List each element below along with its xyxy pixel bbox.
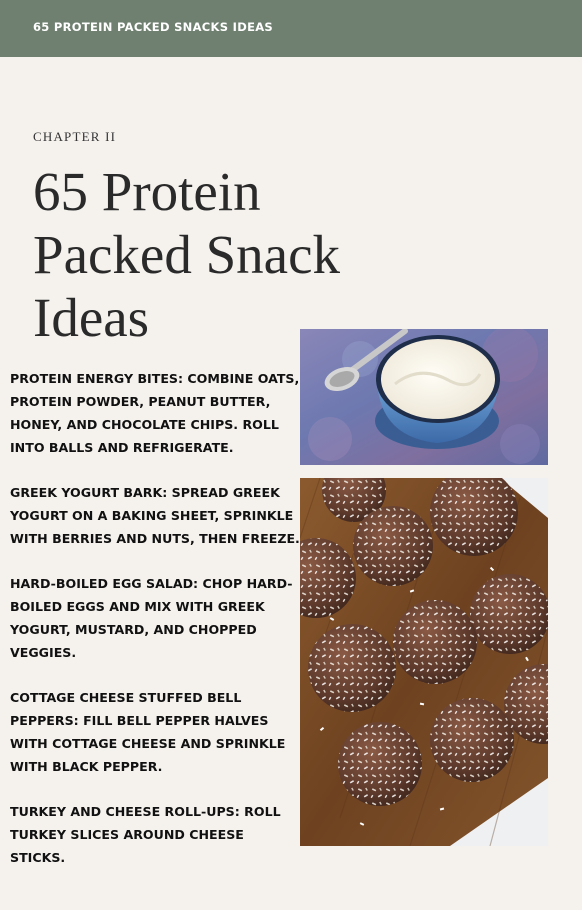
tips-list: [10, 367, 300, 891]
header-title: 65 PROTEIN PACKED SNACKS IDEAS: [33, 20, 274, 34]
header-bar: [0, 0, 582, 57]
tip-item: HARD-BOILED EGG SALAD: CHOP HARD-BOILED EGGS AND MIX WITH GREEK YOGURT, MUSTARD, AND CHOPPED VEGGIES.: [10, 576, 293, 660]
yogurt-bowl-photo: [300, 329, 548, 465]
tip-item: COTTAGE CHEESE STUFFED BELL PEPPERS: FILL BELL PEPPER HALVES WITH COTTAGE CHEESE AND SPRINKLE WITH BLACK PEPPER.: [10, 690, 286, 774]
chapter-title: 65 Protein Packed Snack Ideas: [33, 161, 340, 348]
tip-item: PROTEIN ENERGY BITES: COMBINE OATS, PROTEIN POWDER, PEANUT BUTTER, HONEY, AND CHOCOLATE CHIPS. ROLL INTO BALLS AND REFRIGERATE.: [10, 371, 300, 455]
tip-item: TURKEY AND CHEESE ROLL-UPS: ROLL TURKEY SLICES AROUND CHEESE STICKS.: [10, 804, 281, 865]
tip-item: GREEK YOGURT BARK: SPREAD GREEK YOGURT ON A BAKING SHEET, SPRINKLE WITH BERRIES AND NUTS, THEN FREEZE.: [10, 485, 300, 546]
chapter-label: CHAPTER II: [33, 129, 117, 144]
protein-balls-photo: [300, 478, 548, 846]
